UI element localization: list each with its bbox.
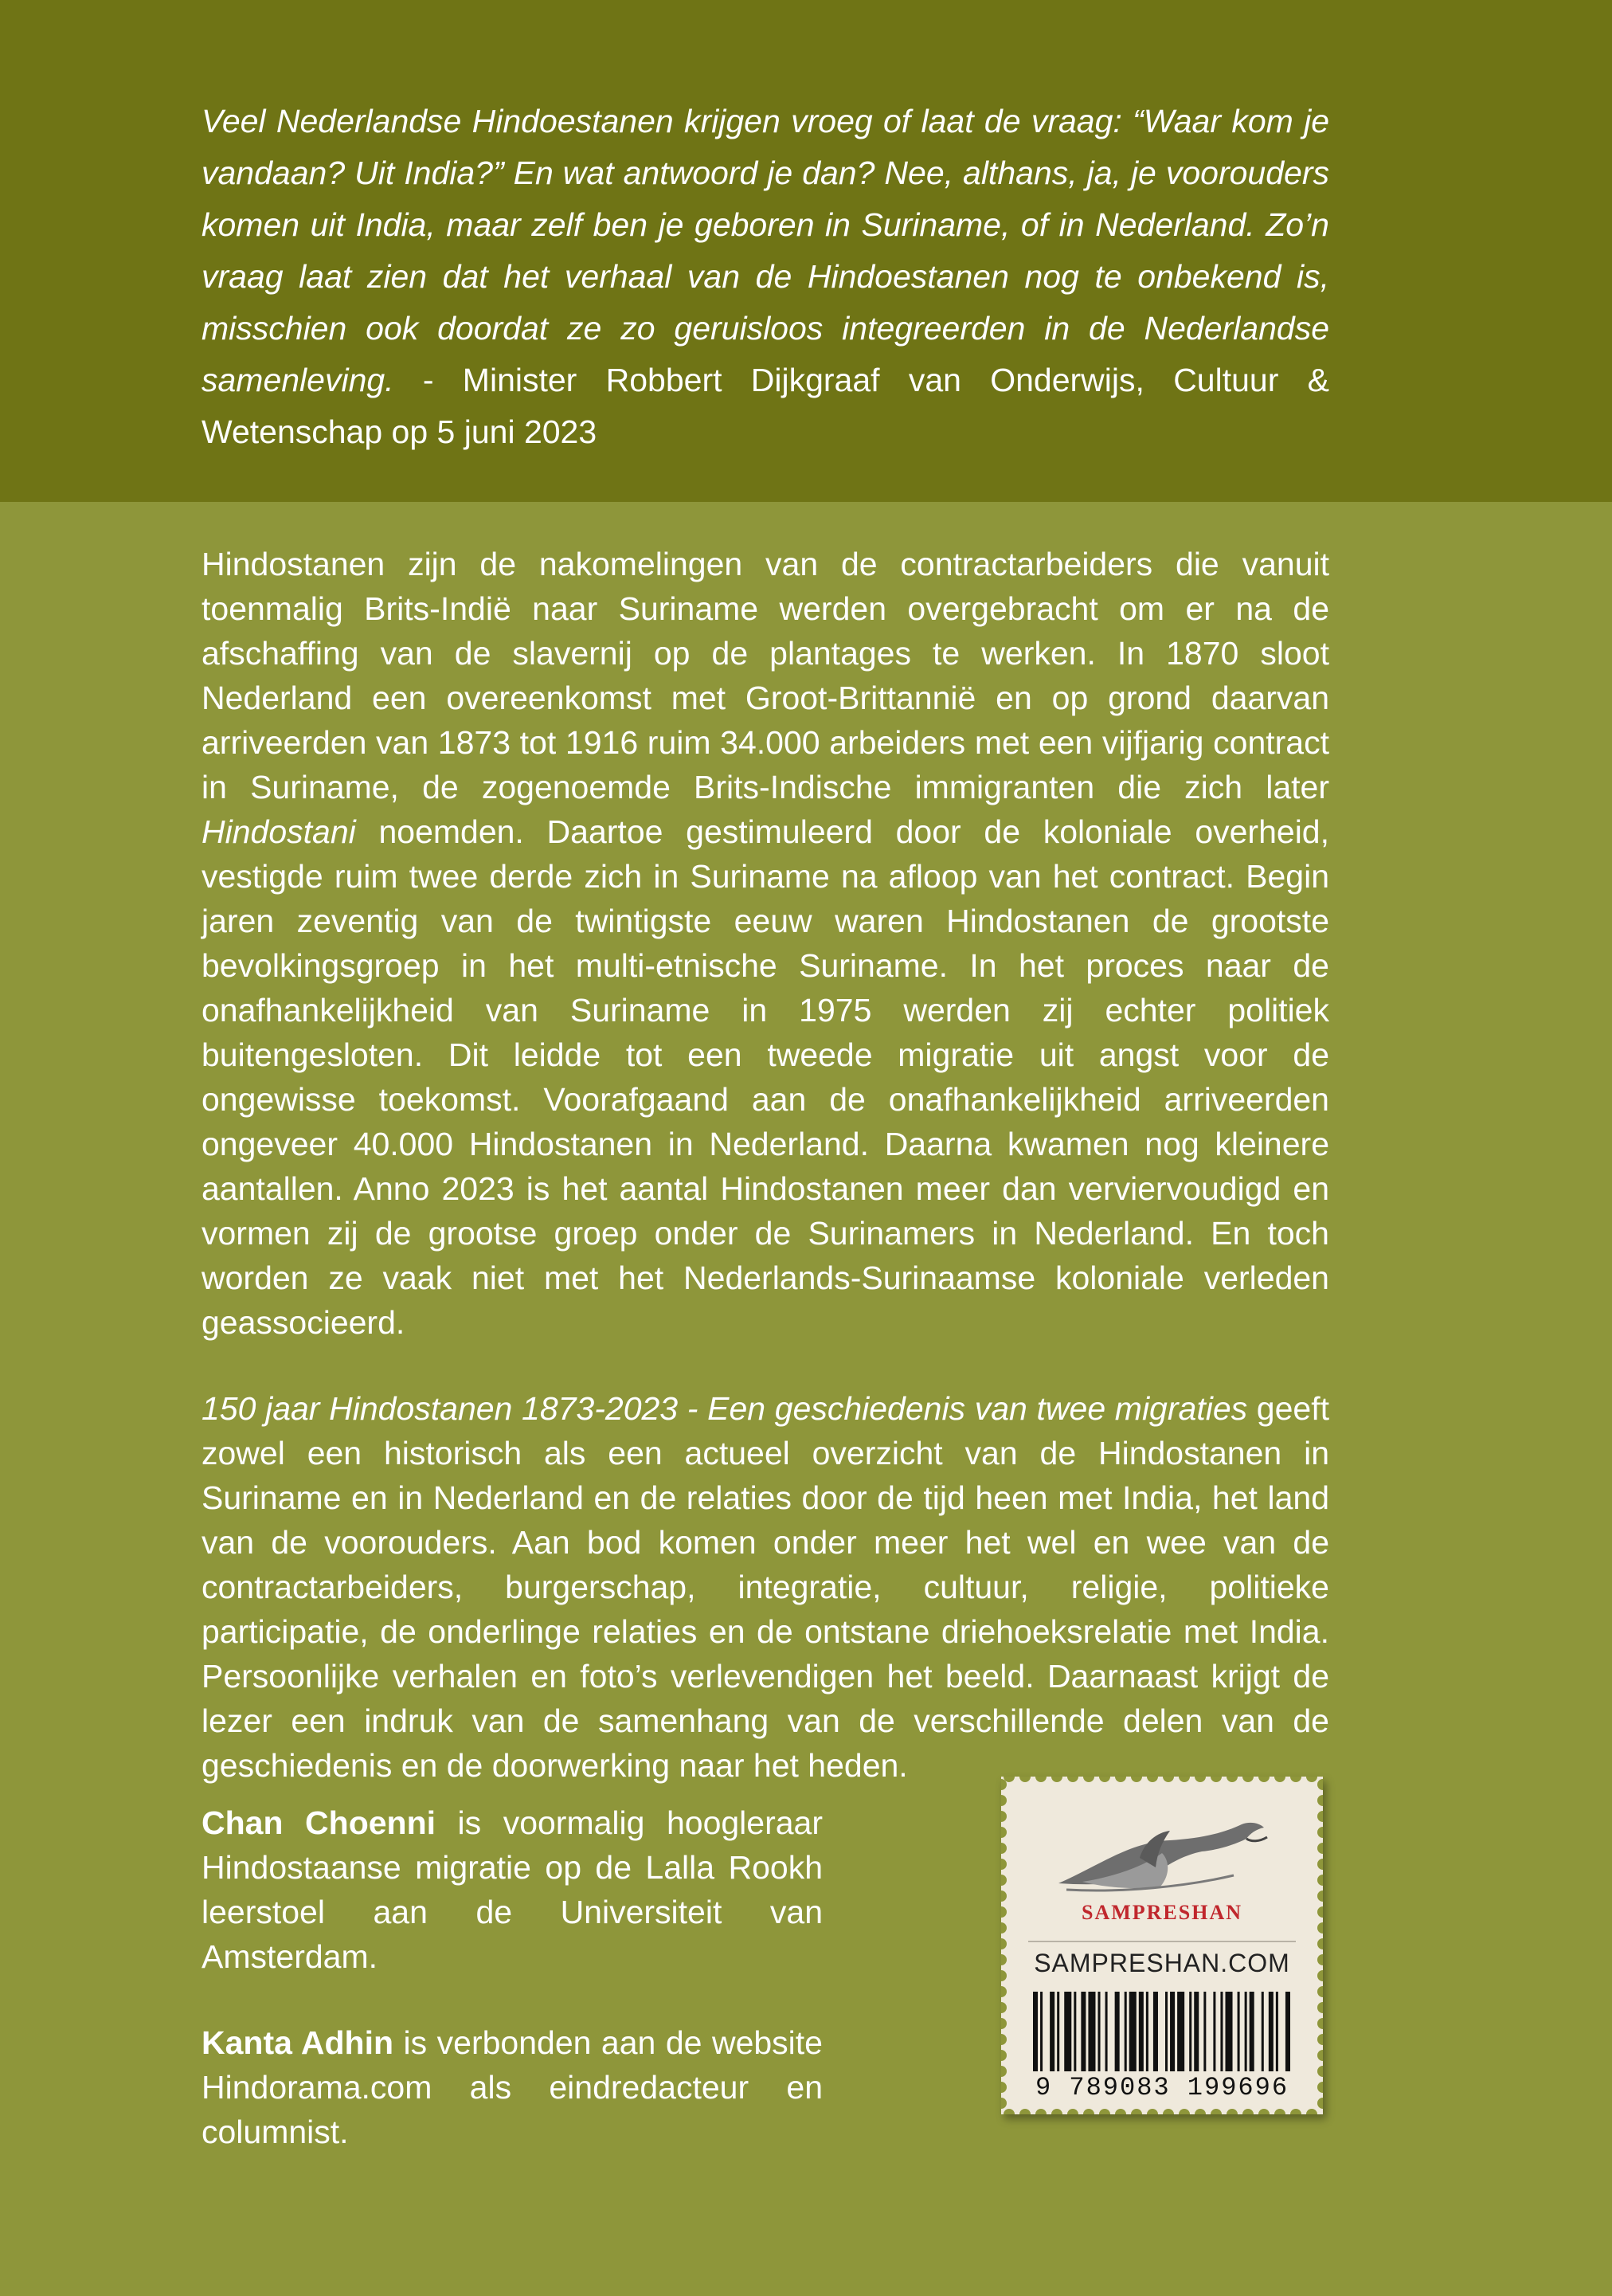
blurb	[202, 542, 1329, 1829]
author-name: Kanta Adhin	[202, 2024, 394, 2061]
flying-bird-icon	[1051, 1810, 1274, 1906]
blurb-text: geeft zowel een historisch als een actueel overzicht van de Hindostanen in Suriname en in Nederland en de relaties door de tijd heen met India, het land van de voorouders. Aan bod komen onder meer het wel en wee van de contractarbeiders, burgerschap, integratie, cultuur, religie, politieke participatie, de onderlinge relaties en de ontstane driehoeksrelatie met India. Persoonlijke verhalen en foto’s verlevendigen het beeld. Daarnaast krijgt de lezer een indruk van de samenhang van de verschillende delen van de geschiedenis en de doorwerking naar het heden.	[202, 1390, 1329, 1784]
blurb-paragraph-1	[202, 542, 1329, 1345]
blurb-paragraph-2	[202, 1386, 1329, 1788]
blurb-text: Hindostanen zijn de nakomelingen van de contractarbeiders die vanuit toenmalig Brits-Indië naar Suriname werden overgebracht om er na de afschaffing van de slavernij op de plantages te werken. In 1870 sloot Nederland een overeenkomst met Groot-Brittannië en op grond daarvan arriveerden van 1873 tot 1916 ruim 34.000 arbeiders met een vijfjarig contract in Suriname, de zogenoemde Brits-Indische immigranten die zich later	[202, 546, 1329, 805]
quote-attribution: - Minister Robbert Dijkgraaf van Onderwijs, Cultuur & Wetenschap op 5 juni 2023	[202, 362, 1329, 450]
publisher-stamp	[1001, 1777, 1323, 2114]
pull-quote	[202, 96, 1329, 458]
author-bio	[202, 1800, 823, 1979]
quote-text: Veel Nederlandse Hindoestanen krijgen vroeg of laat de vraag: “Waar kom je vandaan? Uit India?” En wat antwoord je dan? Nee, althans, ja, je voorouders komen uit India, maar zelf ben je geboren in Suriname, of in Nederland. Zo’n vraag laat zien dat het verhaal van de Hindoestanen nog te onbekend is, misschien ook doordat ze zo geruisloos integreerden in de Nederlandse samenleving.	[202, 103, 1329, 398]
quote-band	[0, 0, 1612, 502]
blurb-italic-term: Hindostani	[202, 813, 356, 850]
publisher-website: SAMPRESHAN.COM	[1034, 1949, 1290, 1977]
publisher-name: SAMPRESHAN	[1081, 1901, 1242, 1924]
author-bio-text: is verbonden aan de website Hindorama.com als eindredacteur en columnist.	[202, 2024, 823, 2150]
blurb-text: noemden. Daartoe gestimuleerd door de koloniale overheid, vestigde ruim twee derde zich in Suriname na afloop van het contract. Begin jaren zeventig van de twintigste eeuw waren Hindostanen de grootste bevolkingsgroep in het multi-etnische Suriname. In het proces naar de onafhankelijkheid van Suriname in 1975 werden zij echter politiek buitengesloten. Dit leidde tot een tweede migratie uit angst voor de ongewisse toekomst. Voorafgaand aan de onafhankelijkheid arriveerden ongeveer 40.000 Hindostanen in Nederland. Daarna kwamen nog kleinere aantallen. Anno 2023 is het aantal Hindostanen meer dan verviervoudigd en vormen zij de grootse groep onder de Surinamers in Nederland. En toch worden ze vaak niet met het Nederlands-Surinaamse koloniale verleden geassocieerd.	[202, 813, 1329, 1341]
author-name: Chan Choenni	[202, 1804, 436, 1841]
author-bio	[202, 2020, 823, 2154]
divider	[1028, 1941, 1296, 1942]
author-bio-text: is voormalig hoogleraar Hindostaanse migratie op de Lalla Rookh leerstoel aan de Universiteit van Amsterdam.	[202, 1804, 823, 1975]
author-bios	[202, 1800, 823, 2196]
barcode	[1033, 1992, 1293, 2071]
book-title: 150 jaar Hindostanen 1873-2023 - Een geschiedenis van twee migraties	[202, 1390, 1248, 1427]
isbn-number: 9 789083 199696	[1035, 2073, 1289, 2102]
